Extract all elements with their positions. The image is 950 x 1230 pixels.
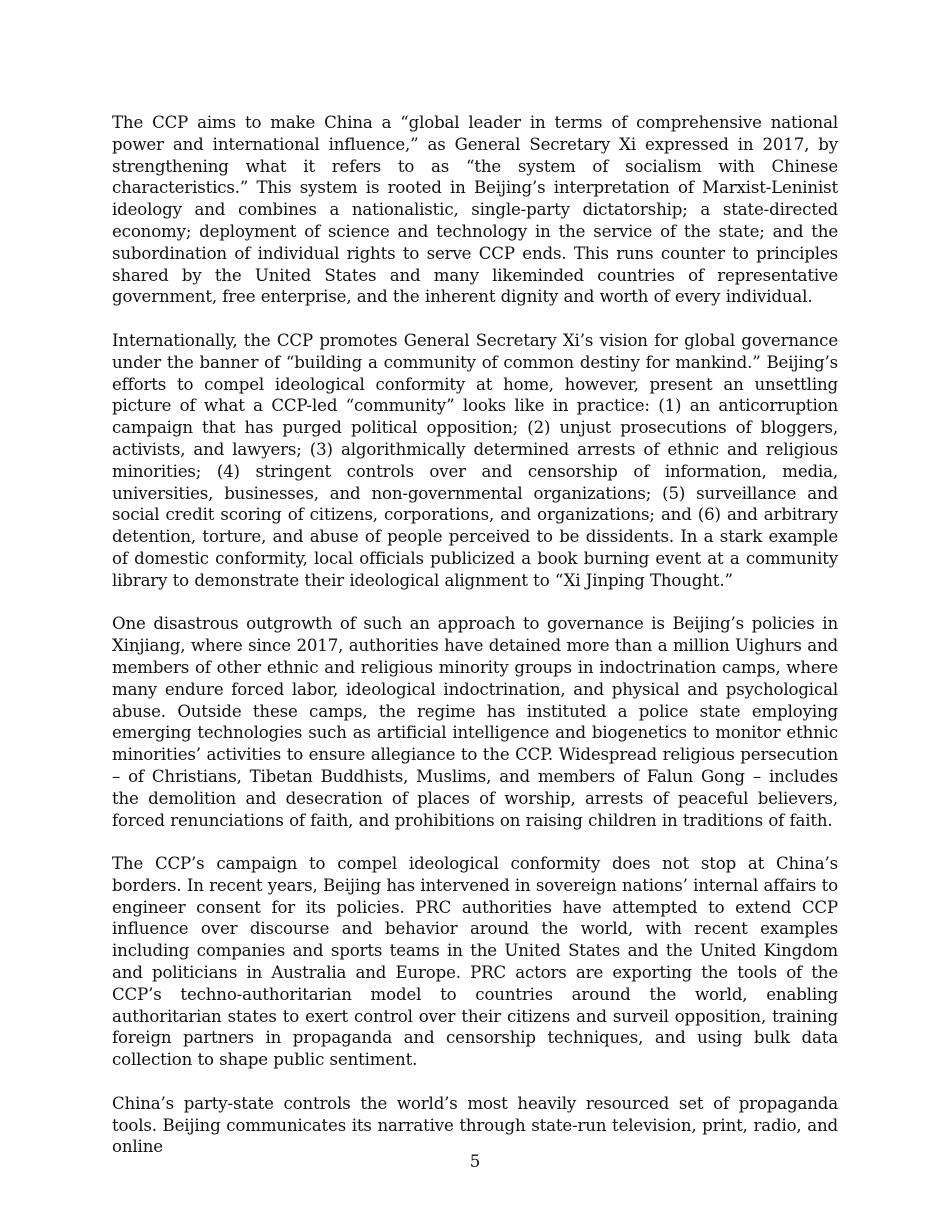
- document-body: [112, 112, 838, 1180]
- paragraph-propaganda-tools: China’s party-state controls the world’s most heavily resourced set of propaganda tools. Beijing communicates its narrative through state-run television, print, radio, and online: [112, 1093, 838, 1157]
- paragraph-ideological-conformity-abroad: The CCP’s campaign to compel ideological conformity does not stop at China’s borders. In recent years, Beijing has intervened in sovereign nations’ internal affairs to engineer consent for its policies. PRC authorities have attempted to extend CCP influence over discourse and behavior around the world, with recent examples including companies and sports teams in the United States and the United Kingdom and politicians in Australia and Europe. PRC actors are exporting the tools of the CCP’s techno-authoritarian model to countries around the world, enabling authoritarian states to exert control over their citizens and surveil opposition, training foreign partners in propaganda and censorship techniques, and using bulk data collection to shape public sentiment.: [112, 854, 838, 1070]
- page-number: 5: [469, 1152, 481, 1171]
- paragraph-xinjiang: One disastrous outgrowth of such an approach to governance is Beijing’s policies in Xinjiang, where since 2017, authorities have detained more than a million Uighurs and members of other ethnic and religious minority groups in indoctrination camps, where many endure forced labor, ideological indoctrination, and physical and psychological abuse. Outside these camps, the regime has instituted a police state employing emerging technologies such as artificial intelligence and biogenetics to monitor ethnic minorities’ activities to ensure allegiance to the CCP. Widespread religious persecution – of Christians, Tibetan Buddhists, Muslims, and members of Falun Gong – includes the demolition and desecration of places of worship, arrests of peaceful believers, forced renunciations of faith, and prohibitions on raising children in traditions of faith.: [112, 614, 838, 830]
- paragraph-community-of-common-destiny: Internationally, the CCP promotes General Secretary Xi’s vision for global governance under the banner of “building a community of common destiny for mankind.” Beijing’s efforts to compel ideological conformity at home, however, present an unsettling picture of what a CCP-led “community” looks like in practice: (1) an anticorruption campaign that has purged political opposition; (2) unjust prosecutions of bloggers, activists, and lawyers; (3) algorithmically determined arrests of ethnic and religious minorities; (4) stringent controls over and censorship of information, media, universities, businesses, and non-governmental organizations; (5) surveillance and social credit scoring of citizens, corporations, and organizations; and (6) and arbitrary detention, torture, and abuse of people perceived to be dissidents. In a stark example of domestic conformity, local officials publicized a book burning event at a community library to demonstrate their ideological alignment to “Xi Jinping Thought.”: [112, 330, 838, 590]
- paragraph-global-leader: The CCP aims to make China a “global leader in terms of comprehensive national power and international influence,” as General Secretary Xi expressed in 2017, by strengthening what it refers to as “the system of socialism with Chinese characteristics.” This system is rooted in Beijing’s interpretation of Marxist-Leninist ideology and combines a nationalistic, single-party dictatorship; a state-directed economy; deployment of science and technology in the service of the state; and the subordination of individual rights to serve CCP ends. This runs counter to principles shared by the United States and many likeminded countries of representative government, free enterprise, and the inherent dignity and worth of every individual.: [112, 113, 838, 307]
